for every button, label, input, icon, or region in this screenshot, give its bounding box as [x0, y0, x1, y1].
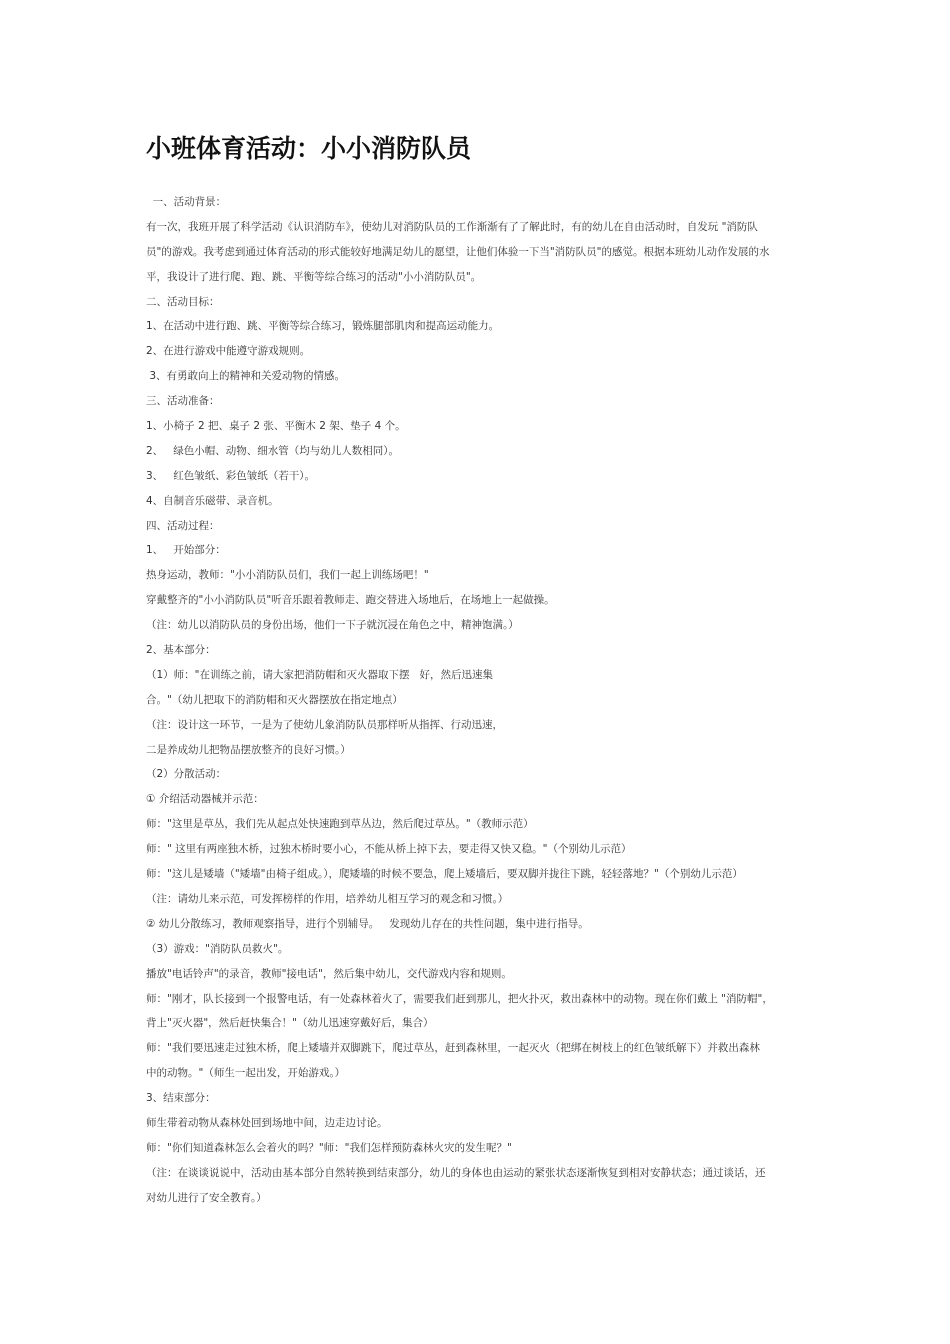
text-line: （注：请幼儿来示范，可发挥榜样的作用，培养幼儿相互学习的观念和习惯。） — [146, 892, 509, 905]
text-line: （1）师："在训练之前，请大家把消防帽和灭火器取下摆 好，然后迅速集 — [146, 668, 494, 681]
text-line: 2、 绿色小帽、动物、细水管（均与幼儿人数相同）。 — [146, 444, 399, 457]
text-line: 3、 红色皱纸、彩色皱纸（若干）。 — [146, 469, 315, 482]
text-line: 师："这里是草丛，我们先从起点处快速跑到草丛边，然后爬过草丛。"（教师示范） — [146, 818, 534, 831]
section-heading: 三、活动准备： — [146, 395, 220, 408]
text-line: 3、结束部分： — [146, 1092, 216, 1105]
text-line: （2）分散活动： — [146, 768, 227, 781]
text-line: 背上"灭火器"，然后赶快集合！"（幼儿迅速穿戴好后，集合） — [146, 1017, 434, 1030]
text-line: 平，我设计了进行爬、跑、跳、平衡等综合练习的活动"小小消防队员"。 — [146, 270, 482, 283]
text-line: 师："刚才，队长接到一个报警电话，有一处森林着火了，需要我们赶到那儿，把火扑灭，救出森林中的动物。现在你们戴上 "消防帽"， — [146, 992, 773, 1005]
text-line: 热身运动，教师："小小消防队员们，我们一起上训练场吧！" — [146, 569, 429, 582]
text-line: 2、在进行游戏中能遵守游戏规则。 — [146, 345, 311, 358]
text-line: 穿戴整齐的"小小消防队员"听音乐跟着教师走、跑交替进入场地后，在场地上一起做操。 — [146, 594, 555, 607]
text-line: 对幼儿进行了安全教育。） — [146, 1191, 267, 1204]
text-line: 师："你们知道森林怎么会着火的吗？"师："我们怎样预防森林火灾的发生呢？" — [146, 1141, 512, 1154]
text-line: 播放"电话铃声"的录音，教师"接电话"，然后集中幼儿，交代游戏内容和规则。 — [146, 967, 512, 980]
document-title: 小班体育活动：小小消防队员 — [146, 134, 472, 163]
text-line: 师："这儿是矮墙（"矮墙"由椅子组成。），爬矮墙的时候不要急，爬上矮墙后，要双脚并拢往下跳，轻轻落地？"（个别幼儿示范） — [146, 868, 743, 881]
text-line: 中的动物。"（师生一起出发，开始游戏。） — [146, 1067, 346, 1080]
text-line: 师：" 这里有两座独木桥，过独木桥时要小心，不能从桥上掉下去，要走得又快又稳。"（个别幼儿示范） — [146, 843, 632, 856]
text-line: 师生带着动物从森林处回到场地中间，边走边讨论。 — [146, 1116, 388, 1129]
section-heading: 二、活动目标： — [146, 295, 220, 308]
text-line: 1、在活动中进行跑、跳、平衡等综合练习，锻炼腿部肌肉和提高运动能力。 — [146, 320, 500, 333]
text-line: 3、有勇敢向上的精神和关爱动物的情感。 — [146, 370, 346, 383]
text-line: （注：幼儿以消防队员的身份出场，他们一下子就沉浸在角色之中，精神饱满。） — [146, 619, 519, 632]
text-line: ② 幼儿分散练习，教师观察指导，进行个别辅导。 发现幼儿存在的共性问题，集中进行指导。 — [146, 917, 589, 930]
text-line: ① 介绍活动器械并示范： — [146, 793, 264, 806]
text-line: 有一次，我班开展了科学活动《认识消防车》，使幼儿对消防队员的工作渐渐有了了解此时，有的幼儿在自由活动时，自发玩 "消防队 — [146, 220, 758, 233]
section-heading: 四、活动过程： — [146, 519, 220, 532]
text-line: 一、活动背景： — [146, 196, 227, 208]
text-line: （注：在谈谈说说中，活动由基本部分自然转换到结束部分，幼儿的身体也由运动的紧张状态逐渐恢复到相对安静状态；通过谈话，还 — [146, 1166, 766, 1179]
text-line: 师："我们要迅速走过独木桥，爬上矮墙并双脚跳下，爬过草丛，赶到森林里，一起灭火（把绑在树枝上的红色皱纸解下）并救出森林 — [146, 1042, 760, 1055]
text-line: 员"的游戏。我考虑到通过体育活动的形式能较好地满足幼儿的愿望，让他们体验一下当"消防队员"的感觉。根据本班幼儿动作发展的水 — [146, 245, 770, 258]
text-line: 1、 开始部分： — [146, 544, 226, 557]
text-line: （3）游戏："消防队员救火"。 — [146, 942, 289, 955]
text-line: 4、自制音乐磁带、录音机。 — [146, 494, 279, 507]
text-line: 2、基本部分： — [146, 644, 216, 657]
text-line: 合。"（幼儿把取下的消防帽和灭火器摆放在指定地点） — [146, 693, 403, 706]
text-line: （注：设计这一环节，一是为了使幼儿象消防队员那样听从指挥、行动迅速， — [146, 718, 503, 731]
text-line: 1、小椅子 2 把、桌子 2 张、平衡木 2 架、垫子 4 个。 — [146, 420, 406, 433]
document-body — [146, 190, 808, 1211]
text-line: 二是养成幼儿把物品摆放整齐的良好习惯。） — [146, 743, 351, 756]
